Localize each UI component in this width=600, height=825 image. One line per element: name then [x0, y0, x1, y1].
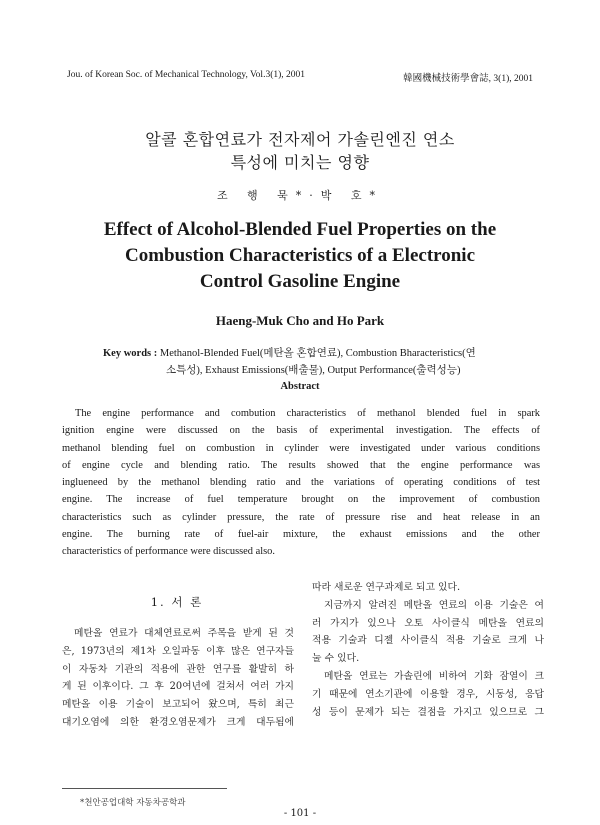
body-line: 대기오염에 의한 환경오염문제가 크게 대두됨에 [62, 716, 294, 728]
body-line: 메탄올 이용 기술이 보고되어 왔으며, 특히 최근 [62, 699, 294, 711]
journal-header-right: 韓國機械技術學會誌, 3(1), 2001 [403, 74, 533, 84]
abstract-line: methanol blending fuel on combustion in cylinder were investigated under various conditions [62, 442, 540, 454]
english-title-line-2: Combustion Characteristics of a Electronic [124, 245, 476, 266]
abstract-line: of engine cycle and blending ratio. The results showed that the engine performance was [62, 459, 540, 471]
abstract-line: engine. The burning rate of fuel-air mixture, the exhaust emissions and the other [62, 529, 540, 541]
english-title-line-1: Effect of Alcohol-Blended Fuel Properties on the [103, 219, 497, 240]
keywords-block [103, 345, 523, 379]
footnote-divider [62, 788, 227, 789]
abstract-line: inglueneed by the methanol blending ratio and the variations of operating conditions of test [62, 477, 540, 489]
body-line: 이 자동차 기관의 적용에 관한 연구를 활발히 하 [62, 663, 294, 675]
body-line: 게 된 이후이다. 그 후 20여년에 걸쳐서 여러 가지 [62, 681, 294, 693]
body-column-right [312, 579, 544, 721]
keywords-line-1 [103, 345, 523, 362]
korean-title-line-2: 특성에 미치는 영향 [230, 153, 370, 172]
keywords-label: Key words : [103, 348, 158, 359]
abstract-heading: Abstract [280, 381, 320, 392]
abstract-line: engine. The increase of fuel temperature brought on the improvement of combustion [62, 494, 540, 506]
page-number: - 101 - [283, 808, 317, 819]
keywords-text-1: Methanol-Blended Fuel(메탄올 혼합연료), Combustion Bharacteristics(연 [159, 348, 476, 359]
body-line: 성 등이 문제가 되는 결점을 가지고 있으므로 그 [312, 706, 544, 718]
section-heading-introduction: 1. 서 론 [150, 595, 204, 609]
abstract-body [62, 405, 540, 561]
body-line: 적용 기술과 디젤 사이클식 적용 기술로 크게 나 [312, 635, 544, 647]
keywords-text-2: 소특성), Exhaust Emissions(배출물), Output Performance(출력성능) [166, 365, 461, 376]
english-authors: Haeng-Muk Cho and Ho Park [215, 313, 385, 328]
abstract-line: characteristics of performance were discussed also. [62, 546, 275, 558]
body-line: 메탄올 연료는 가솔린에 비하여 기화 잠열이 크 [324, 670, 544, 682]
body-line: 기 때문에 연소기관에 이용할 경우, 시동성, 응답 [312, 688, 544, 700]
abstract-line: characteristics such as cylinder pressure, the rate of pressure rise and heat release in an [62, 511, 540, 523]
journal-header-left: Jou. of Korean Soc. of Mechanical Technology, Vol.3(1), 2001 [67, 70, 306, 80]
body-column-left [62, 625, 294, 732]
body-line: 러 가지가 있으나 오토 사이클식 메탄올 연료의 [312, 617, 544, 629]
body-line: 지금까지 알려진 메탄올 연료의 이용 기술은 여 [324, 599, 544, 611]
korean-authors: 조 행 묵*·박 호* [216, 189, 384, 202]
english-title-line-3: Control Gasoline Engine [199, 271, 401, 292]
body-line: 눌 수 있다. [312, 653, 360, 665]
body-line: 은, 1973년의 제1차 오일파동 이후 많은 연구자들 [62, 645, 294, 657]
abstract-line: ignition engine were discussed on the basis of experimental investigation. The effects of [62, 425, 540, 437]
body-line: 메탄올 연료가 대체연료로써 주목을 받게 된 것 [74, 628, 294, 639]
korean-title-line-1: 알콜 혼합연료가 전자제어 가솔린엔진 연소 [145, 130, 455, 149]
footnote-affiliation: *천안공업대학 자동차공학과 [80, 798, 186, 808]
body-line: 따라 새로운 연구과제로 되고 있다. [312, 582, 461, 593]
abstract-line: The engine performance and combution characteristics of methanol blended fuel in spark [75, 408, 540, 419]
